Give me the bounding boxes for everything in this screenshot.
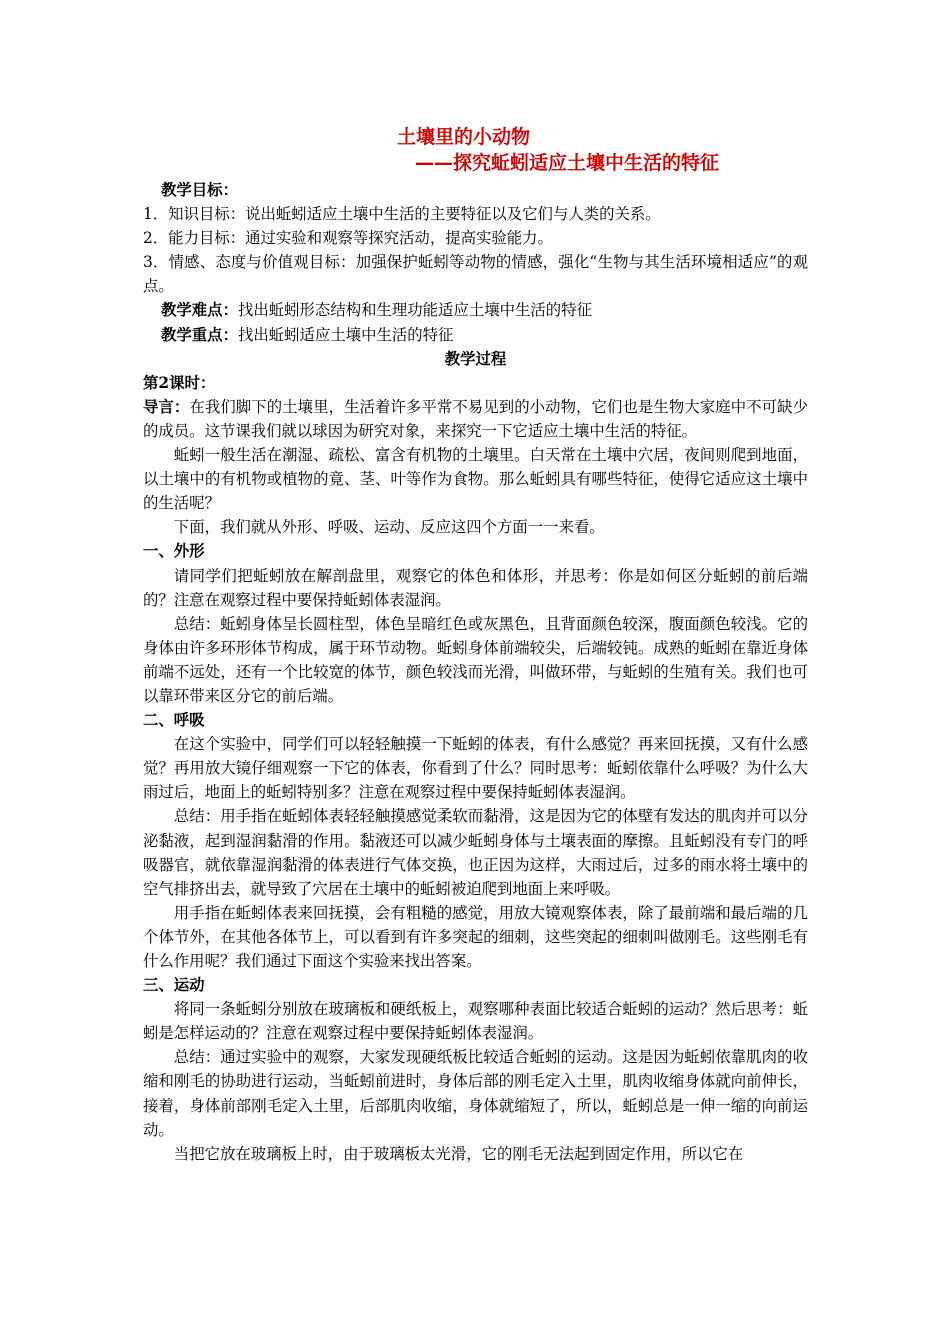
difficulty-label: 教学难点：: [161, 301, 238, 320]
breathing-paragraph-3: 用手指在蚯蚓体表来回抚摸，会有粗糙的感觉，用放大镜观察体表，除了最前端和最后端的几个体节外，在其他各体节上，可以看到有许多突起的细刺，这些突起的细刺叫做刚毛。这些刚毛有什么作用呢？我们通过下面这个实验来找出答案。: [143, 903, 808, 970]
shape-paragraph-2: 总结：蚯蚓身体呈长圆柱型，体色呈暗红色或灰黑色，且背面颜色较深，腹面颜色较浅。它的身体由许多环形体节构成，属于环节动物。蚯蚓身体前端较尖，后端较钝。成熟的蚯蚓在靠近身体前端不远处，还有一个比较宽的体节，颜色较浅而光滑，叫做环带，与蚯蚓的生殖有关。我们也可以靠环带来区分它的前后端。: [143, 614, 808, 705]
document-subtitle: ——探究蚯蚓适应土壤中生活的特征: [415, 152, 720, 174]
difficulty-text: 找出蚯蚓形态结构和生理功能适应土壤中生活的特征: [237, 301, 592, 320]
section-heading-movement: 三、运动: [143, 976, 205, 995]
objective-item-2: 2．能力目标：通过实验和观察等探究活动，提高实验能力。: [143, 229, 553, 248]
movement-paragraph-3: 当把它放在玻璃板上时，由于玻璃板太光滑，它的刚毛无法起到固定作用，所以它在: [173, 1144, 744, 1163]
focus-label: 教学重点：: [161, 325, 238, 344]
section-heading-shape: 一、外形: [143, 542, 205, 561]
breathing-paragraph-1: 在这个实验中，同学们可以轻轻触摸一下蚯蚓的体表，有什么感觉？再来回抚摸，又有什么感觉？再用放大镜仔细观察一下它的体表，你看到了什么？同时思考：蚯蚓依靠什么呼吸？为什么大雨过后，地面上的蚯蚓特别多？注意在观察过程中要保持蚯蚓体表湿润。: [143, 735, 808, 802]
focus-text: 找出蚯蚓适应土壤中生活的特征: [237, 325, 454, 344]
shape-paragraph-1: 请同学们把蚯蚓放在解剖盘里，观察它的体色和体形，并思考：你是如何区分蚯蚓的前后端的？注意在观察过程中要保持蚯蚓体表湿润。: [143, 566, 808, 609]
intro-label: 导言：: [143, 397, 190, 416]
process-heading: 教学过程: [444, 349, 507, 368]
intro-paragraph: [143, 395, 808, 443]
intro-text: 在我们脚下的土壤里，生活着许多平常不易见到的小动物，它们也是生物大家庭中不可缺少的成员。这节课我们就以球因为研究对象，来探究一下它适应土壤中生活的特征。: [143, 397, 808, 440]
objectives-heading: 教学目标：: [161, 181, 238, 199]
difficulty-line: [143, 298, 808, 322]
document-page: [143, 124, 808, 1166]
lesson-label: 第2课时：: [143, 373, 216, 392]
intro-paragraph-3: 下面，我们就从外形、呼吸、运动、反应这四个方面一一来看。: [173, 518, 605, 537]
objective-item-1: 1．知识目标：说出蚯蚓适应土壤中生活的主要特征以及它们与人类的关系。: [143, 205, 661, 224]
section-heading-breathing: 二、呼吸: [143, 711, 205, 730]
document-title: 土壤里的小动物: [397, 126, 531, 148]
movement-paragraph-1: 将同一条蚯蚓分别放在玻璃板和硬纸板上，观察哪种表面比较适合蚯蚓的运动？然后思考：蚯蚓是怎样运动的？注意在观察过程中要保持蚯蚓体表湿润。: [143, 1000, 808, 1043]
breathing-paragraph-2: 总结：用手指在蚯蚓体表轻轻触摸感觉柔软而黏滑，这是因为它的体壁有发达的肌肉并可以分泌黏液，起到湿润黏滑的作用。黏液还可以减少蚯蚓身体与土壤表面的摩擦。且蚯蚓没有专门的呼吸器官，就依靠湿润黏滑的体表进行气体交换，也正因为这样，大雨过后，过多的雨水将土壤中的空气排挤出去，就导致了穴居在土壤中的蚯蚓被迫爬到地面上来呼吸。: [143, 807, 808, 898]
objective-item-3: 3．情感、态度与价值观目标：加强保护蚯蚓等动物的情感，强化“生物与其生活环境相适应”的观点。: [143, 253, 808, 296]
intro-paragraph-2: 蚯蚓一般生活在潮湿、疏松、富含有机物的土壤里。白天常在土壤中穴居，夜间则爬到地面，以土壤中的有机物或植物的竟、茎、叶等作为食物。那么蚯蚓具有哪些特征，使得它适应这土壤中的生活呢？: [143, 446, 808, 513]
focus-line: [143, 323, 808, 347]
movement-paragraph-2: 总结：通过实验中的观察，大家发现硬纸板比较适合蚯蚓的运动。这是因为蚯蚓依靠肌肉的收缩和刚毛的协助进行运动，当蚯蚓前进时，身体后部的刚毛定入土里，肌肉收缩身体就向前伸长，接着，身体前部刚毛定入土里，后部肌肉收缩，身体就缩短了，所以，蚯蚓总是一伸一缩的向前运动。: [143, 1048, 808, 1139]
